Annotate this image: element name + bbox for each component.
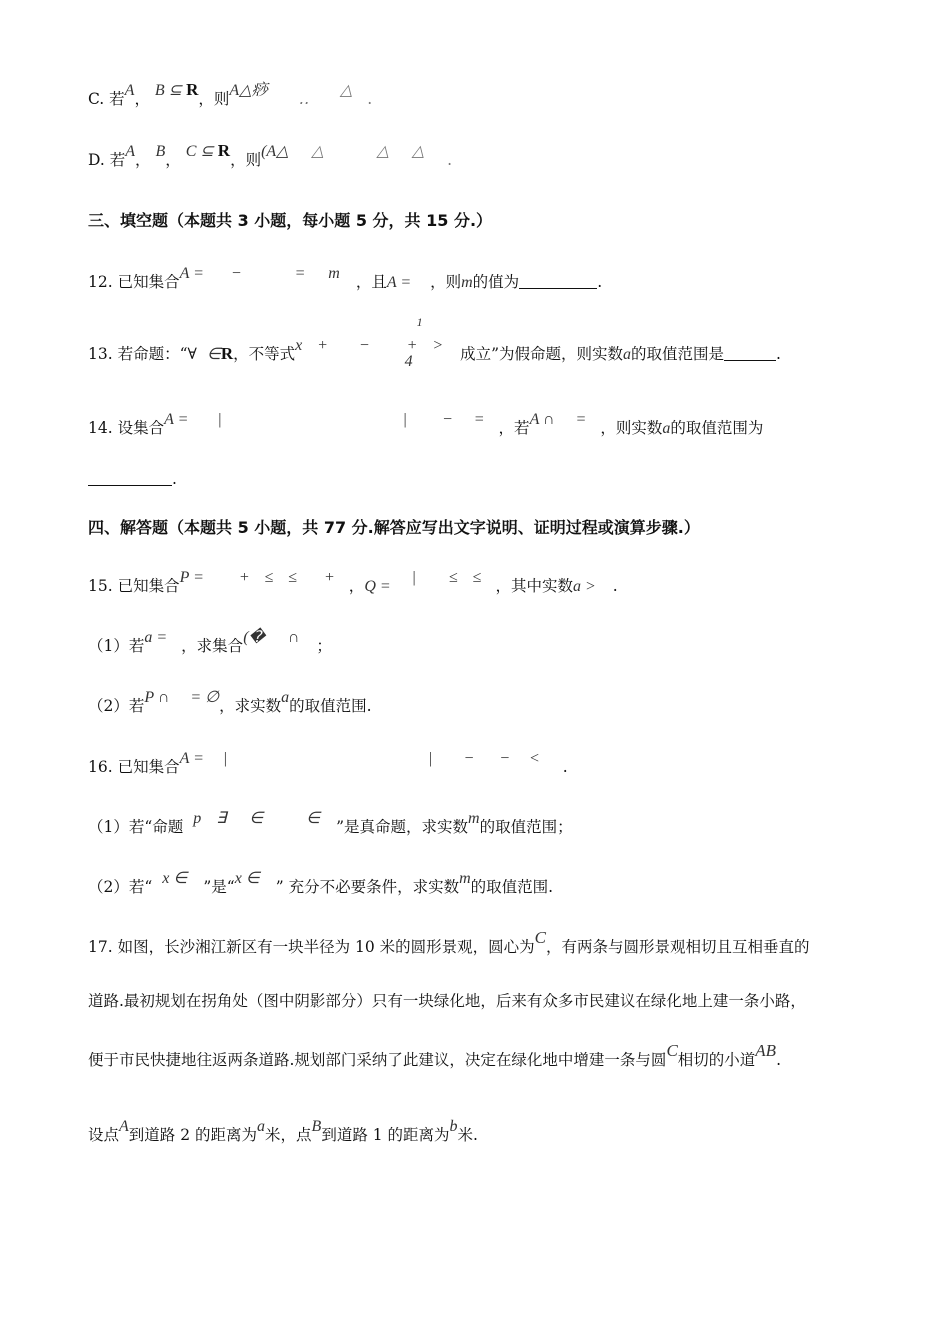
section-heading-solutions: 四、解答题（本题共 5 小题，共 77 分.解答应写出文字说明、证明过程或演算步骤.） [88, 518, 700, 537]
math-b-subset: B ⊆ [154, 82, 187, 99]
question-14-blank: . [88, 470, 177, 488]
answer-blank[interactable] [88, 471, 172, 486]
option-d: D. 若A， B， C ⊆ R，则(A△ △ △ △ . [88, 141, 453, 169]
section-heading-fill-in: 三、填空题（本题共 3 小题，每小题 5 分，共 15 分.） [88, 211, 493, 230]
question-15: 15. 已知集合P = + ≤ ≤ + ，Q = | ≤ ≤ ，其中实数a > . [88, 569, 618, 595]
question-13: 13. 若命题：“∀ ∈R，不等式x + − 1 + 4 > 成立”为假命题，则实数a的取值范围是 . [88, 315, 781, 370]
option-c: C. 若A， B ⊆ R，则A△痧 ‥ △ . [88, 80, 373, 108]
question-12: 12. 已知集合A = − = m ，且A = ，则m的值为 . [88, 265, 603, 291]
question-17-line-3: 便于市民快捷地往返两条道路.规划部门采纳了此建议，决定在绿化地中增建一条与圆C相切的小道AB. [88, 1041, 782, 1069]
question-16-part-2: （2）若“ x ∈ ”是“x ∈ ” 充分不必要条件，求实数m的取值范围. [88, 870, 554, 896]
question-17-line-1: 17. 如图，长沙湘江新区有一块半径为 10 米的圆形景观，圆心为C，有两条与圆形景观相切且互相垂直的 [88, 928, 810, 956]
math-a: A [124, 82, 135, 99]
question-17-line-2: 道路.最初规划在拐角处（图中阴影部分）只有一块绿化地，后来有众多市民建议在绿化地上建一条小路， [88, 992, 806, 1010]
question-14: 14. 设集合A = | | − = ，若A ∩ = ，则实数a的取值范围为 [88, 411, 764, 437]
question-15-part-1: （1）若a = ，求集合(� ∩ ； [88, 629, 332, 655]
math-expr: A△痧 [229, 82, 268, 99]
question-16: 16. 已知集合A = | | − − < . [88, 750, 568, 776]
question-16-part-1: （1）若“命题 p ∃ ∈ ∈ ”是真命题，求实数m的取值范围； [88, 810, 573, 836]
answer-blank[interactable] [724, 346, 776, 361]
question-17-line-4: 设点A到道路 2 的距离为a米，点B到道路 1 的距离为b米. [88, 1118, 478, 1144]
question-15-part-2: （2）若P ∩ = ∅，求实数a的取值范围. [88, 689, 372, 715]
answer-blank[interactable] [519, 274, 597, 289]
